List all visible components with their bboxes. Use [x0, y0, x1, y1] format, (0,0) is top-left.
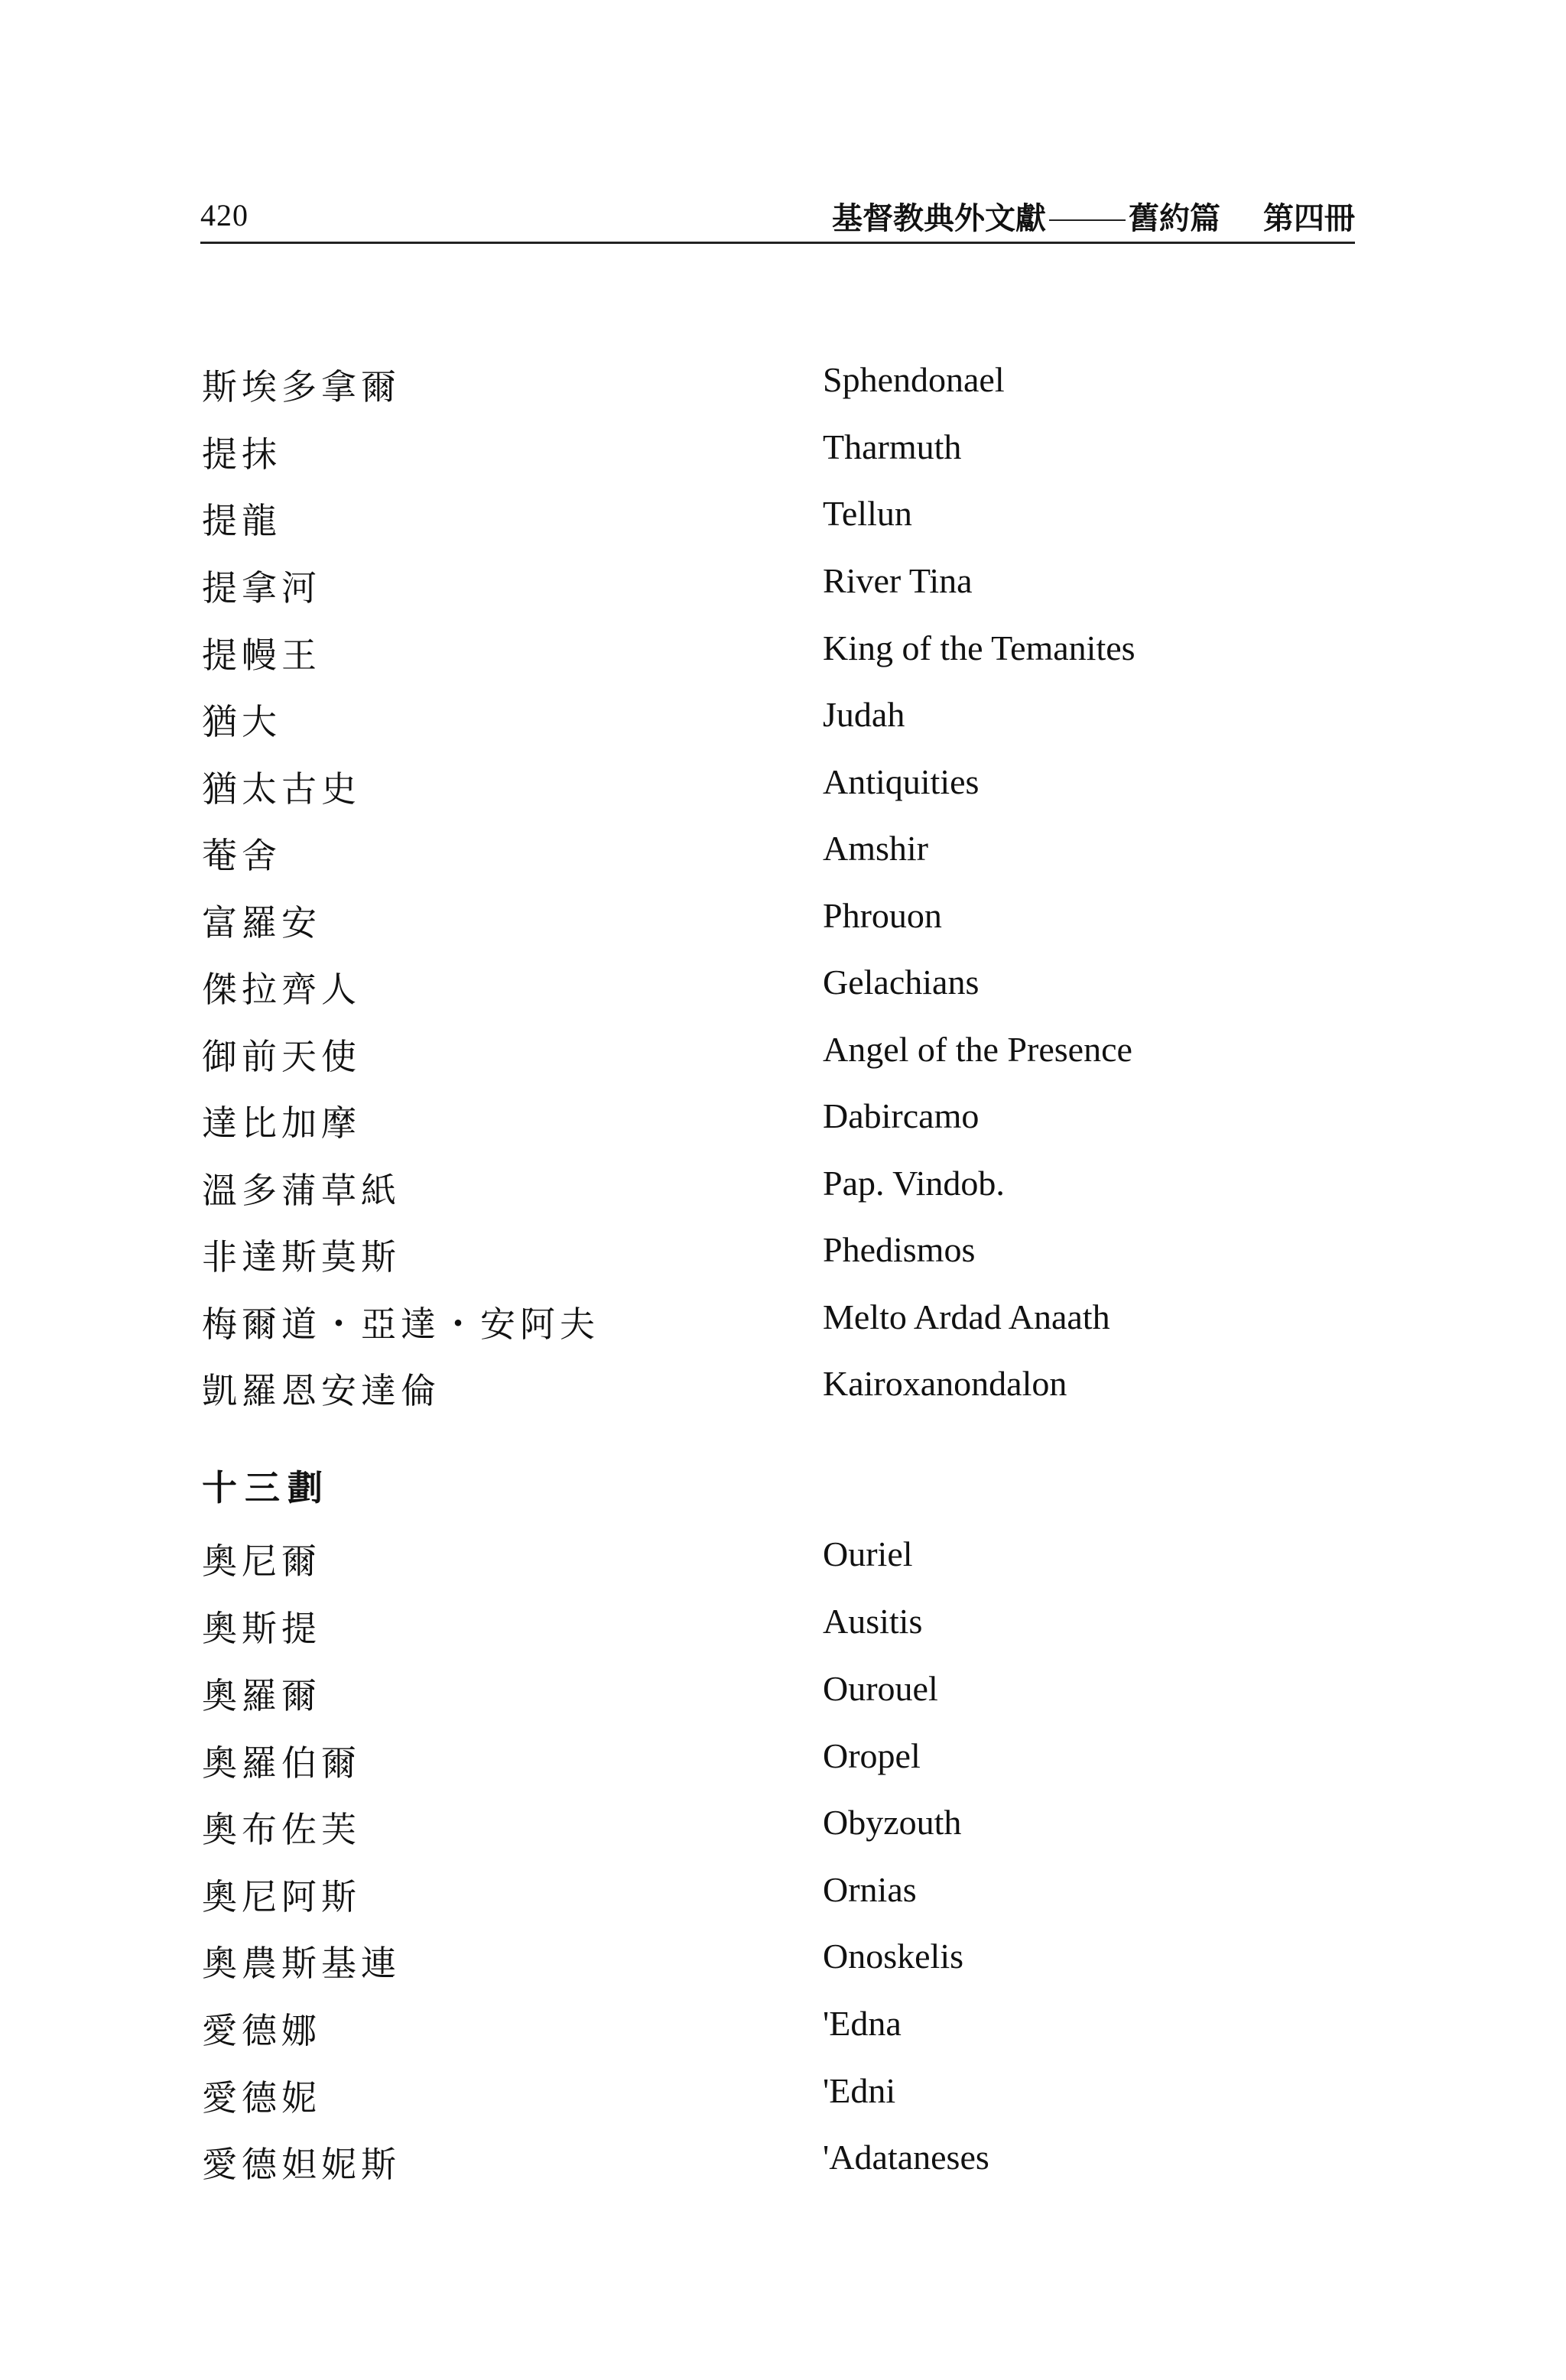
chinese-term: 溫多蒲草紙 — [202, 1170, 401, 1211]
chinese-term: 斯埃多拿爾 — [202, 366, 401, 407]
glossary-row — [0, 828, 1566, 895]
chinese-term: 奧布佐芙 — [202, 1809, 361, 1850]
chinese-term: 奧尼爾 — [202, 1541, 321, 1582]
chinese-term: 奧斯提 — [202, 1608, 321, 1649]
glossary-row — [0, 427, 1566, 494]
english-term: 'Edni — [823, 2071, 896, 2110]
page-number: 420 — [200, 198, 249, 232]
chinese-term: 奧羅爾 — [202, 1675, 321, 1716]
glossary-row — [0, 1363, 1566, 1430]
chinese-term: 傑拉齊人 — [202, 969, 361, 1010]
glossary-row — [0, 761, 1566, 829]
running-header — [200, 191, 1355, 244]
chinese-term: 梅爾道・亞達・安阿夫 — [202, 1304, 599, 1345]
running-title — [832, 194, 1355, 238]
chinese-term: 達比加摩 — [202, 1102, 361, 1144]
glossary-row — [0, 962, 1566, 1029]
chinese-term: 奧羅伯爾 — [202, 1742, 361, 1784]
chinese-term: 提幔王 — [202, 635, 321, 676]
english-term: Antiquities — [823, 762, 980, 801]
chinese-term: 奧尼阿斯 — [202, 1876, 361, 1917]
glossary-row — [0, 359, 1566, 427]
chinese-term: 愛德妲妮斯 — [202, 2144, 401, 2185]
chinese-term: 提龍 — [202, 500, 281, 541]
glossary-row — [0, 1936, 1566, 2003]
glossary-row — [0, 1802, 1566, 1869]
chinese-term: 御前天使 — [202, 1036, 361, 1077]
english-term: Pap. Vindob. — [823, 1164, 1005, 1203]
chinese-term: 提抹 — [202, 433, 281, 475]
english-term: Phrouon — [823, 896, 942, 935]
english-term: Ornias — [823, 1870, 917, 1909]
chinese-term: 菴舍 — [202, 835, 281, 876]
english-term: Sphendonael — [823, 360, 1005, 399]
english-term: Amshir — [823, 829, 928, 868]
english-term: Melto Ardad Anaath — [823, 1297, 1110, 1336]
glossary-row — [0, 2137, 1566, 2204]
english-term: Dabircamo — [823, 1096, 980, 1135]
book-title: 基督教典外文獻 — [832, 201, 1046, 236]
english-term: Obyzouth — [823, 1803, 962, 1842]
english-term: Tellun — [823, 494, 912, 533]
english-term: Ausitis — [823, 1602, 923, 1641]
glossary-row — [0, 1869, 1566, 1937]
english-term: Kairoxanondalon — [823, 1364, 1067, 1403]
english-term: River Tina — [823, 561, 973, 600]
english-term: Gelachians — [823, 963, 980, 1002]
chinese-term: 愛德娜 — [202, 2010, 321, 2051]
glossary-row — [0, 628, 1566, 695]
book-subtitle: 舊約篇 — [1129, 201, 1220, 236]
english-term: Tharmuth — [823, 427, 962, 466]
chinese-term: 凱羅恩安達倫 — [202, 1370, 440, 1411]
glossary-row — [0, 1163, 1566, 1230]
volume-label: 第四冊 — [1263, 201, 1355, 236]
glossary-row — [0, 1029, 1566, 1096]
glossary-row — [0, 493, 1566, 560]
glossary-row — [0, 1601, 1566, 1668]
glossary-row — [0, 560, 1566, 628]
glossary-row — [0, 1096, 1566, 1163]
section-heading: 十三劃 — [202, 1467, 330, 1508]
english-term: 'Edna — [823, 2004, 902, 2043]
english-term: Ourouel — [823, 1669, 938, 1708]
english-term: Angel of the Presence — [823, 1030, 1132, 1069]
glossary-row — [0, 895, 1566, 963]
glossary-row — [0, 1668, 1566, 1735]
glossary-row — [0, 2070, 1566, 2138]
chinese-term: 猶大 — [202, 701, 281, 742]
english-term: 'Adataneses — [823, 2138, 989, 2177]
glossary-row — [0, 694, 1566, 761]
english-term: Phedismos — [823, 1230, 976, 1269]
chinese-term: 愛德妮 — [202, 2077, 321, 2119]
chinese-term: 奧農斯基連 — [202, 1943, 401, 1984]
glossary-row — [0, 1297, 1566, 1364]
english-term: Ouriel — [823, 1534, 913, 1573]
chinese-term: 提拿河 — [202, 567, 321, 609]
english-term: Oropel — [823, 1736, 921, 1775]
chinese-term: 非達斯莫斯 — [202, 1236, 401, 1278]
english-term: Judah — [823, 695, 905, 734]
title-dash — [1049, 219, 1126, 221]
english-term: Onoskelis — [823, 1937, 963, 1976]
english-term: King of the Temanites — [823, 628, 1136, 667]
chinese-term: 富羅安 — [202, 902, 321, 943]
section-heading-row — [0, 1460, 1566, 1528]
glossary-row — [0, 1735, 1566, 1803]
glossary-row — [0, 1534, 1566, 1601]
glossary-row — [0, 2003, 1566, 2070]
chinese-term: 猶太古史 — [202, 768, 361, 810]
glossary-row — [0, 1229, 1566, 1297]
